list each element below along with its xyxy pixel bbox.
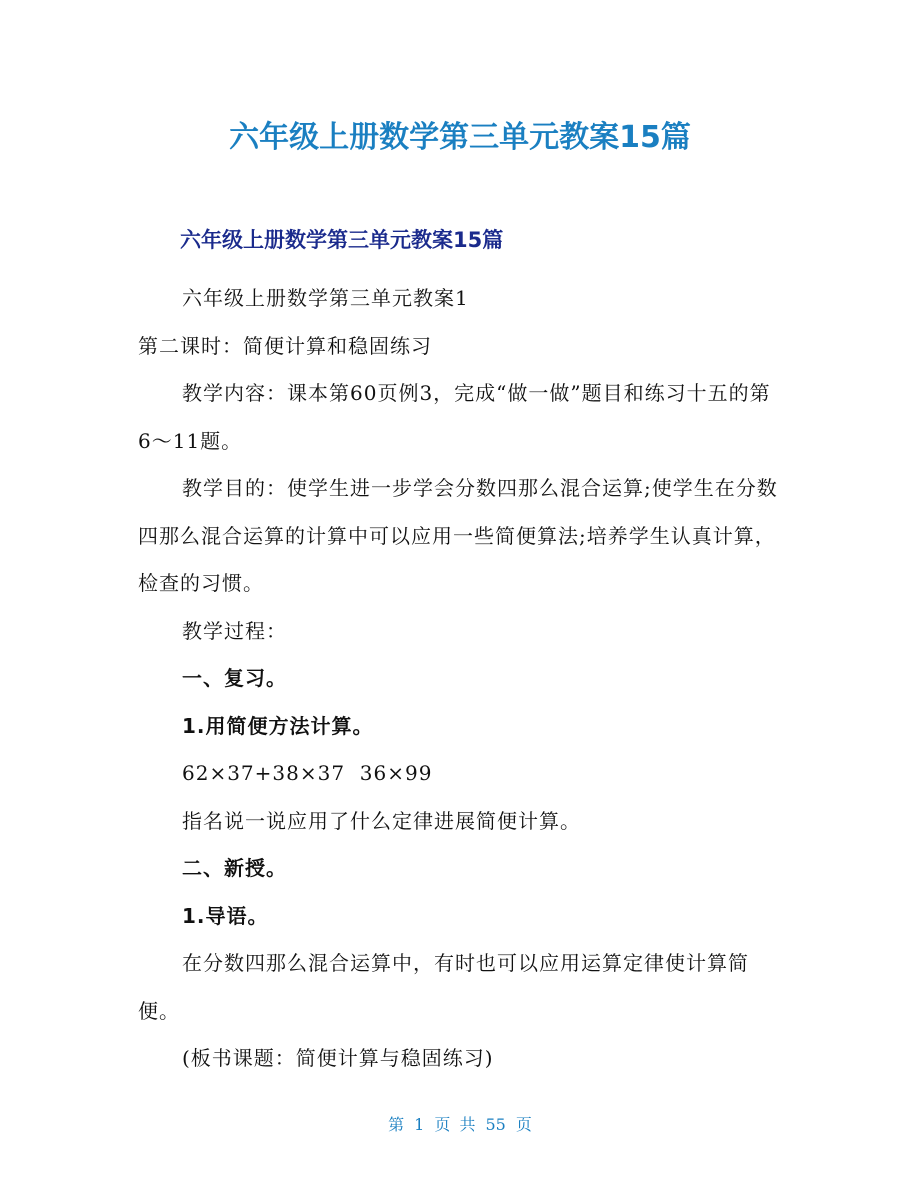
page-footer	[0, 1110, 920, 1140]
paragraph-introduction-text: 在分数四那么混合运算中，有时也可以应用运算定律使计算简便。	[138, 951, 749, 1023]
section-heading-review: 一、复习。	[182, 666, 287, 690]
paragraph-teaching-content: 教学内容：课本第60页例3，完成“做一做”题目和练习十五的第6～11题。	[138, 381, 771, 453]
paragraph-teaching-process: 教学过程：	[182, 618, 287, 643]
paragraph-board-topic: (板书课题：简便计算与稳固练习)	[182, 1046, 494, 1070]
section-heading-new-lesson: 二、新授。	[182, 856, 287, 880]
footer-current-page: 1	[414, 1115, 425, 1134]
paragraph-lesson-heading: 六年级上册数学第三单元教案1	[182, 286, 469, 310]
footer-middle: 页 共	[434, 1115, 476, 1134]
subheading-simple-calc: 1.用简便方法计算。	[182, 713, 374, 738]
document-subtitle: 六年级上册数学第三单元教案15篇	[180, 228, 504, 252]
footer-prefix: 第	[388, 1115, 405, 1134]
subheading-introduction: 1.导语。	[182, 903, 269, 928]
document-body	[138, 275, 784, 1083]
paragraph-lesson-period: 第二课时：简便计算和稳固练习	[138, 333, 432, 358]
document-title: 六年级上册数学第三单元教案15篇	[229, 120, 691, 155]
paragraph-expressions: 62×37+38×37 36×99	[182, 761, 433, 785]
paragraph-explain-law: 指名说一说应用了什么定律进展简便计算。	[182, 808, 581, 833]
footer-suffix: 页	[515, 1115, 532, 1134]
footer-total-pages: 55	[485, 1115, 506, 1134]
paragraph-teaching-goal: 教学目的：使学生进一步学会分数四那么混合运算;使学生在分数四那么混合运算的计算中可以应用一些简便算法;培养学生认真计算，检查的习惯。	[138, 476, 778, 595]
